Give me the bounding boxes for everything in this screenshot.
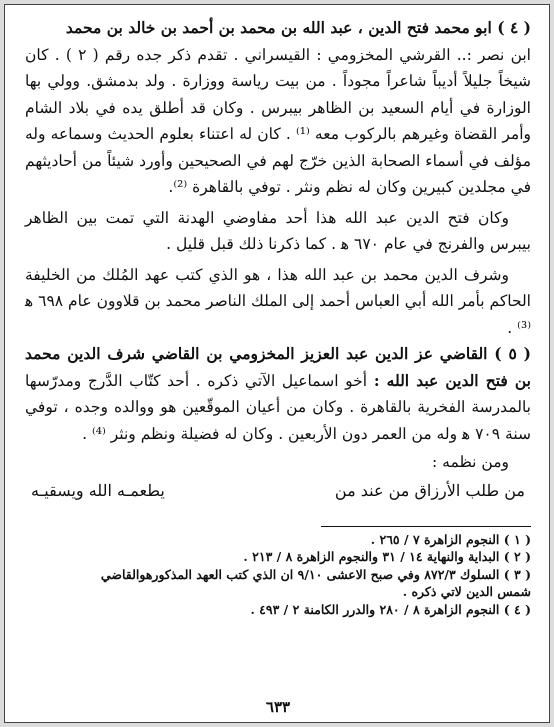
book-page [25, 15, 531, 714]
poem-verse [25, 478, 531, 504]
entry-4-heading: ( ٤ ) ابو محمد فتح الدين ، عبد الله بن محمد بن أحمد بن خالد بن محمد [65, 18, 531, 37]
footnotes [25, 531, 531, 619]
paragraph-sharaf-al-din: وشرف الدين محمد بن عبد الله هذا ، هو الذي كتب عهد المُلك من الخليفة الحاكم بأمر الله أبي العباس أحمد إلى الملك الناصر محمد بن قلاوون عام ٦٩٨ ﻫ ⁽³⁾ . [25, 265, 531, 337]
poem-intro: ومن نظمه : [432, 453, 509, 471]
entry-5-body: أخو اسماعيل الآتي ذكره . أحد كتّاب الدَّرج ومدرّسها بالمدرسة الفخرية بالقاهرة . وكان من أعيان الموقّعين هو ووالده وجده ، توفي سنة ٧٠٩ ﻫ وله من العمر دون الأربعين . وكان له فضيلة ونظم ونثر ⁽⁴⁾ . [25, 371, 531, 443]
footnote-3-continued: شمس الدين لاتي ذكره . [402, 584, 531, 599]
footnote-4: ( ٤ ) النجوم الزاهرة ٨ / ٢٨٠ والدرر الكامنة ٢ / ٤٩٣ . [250, 601, 531, 617]
paragraph-truce: وكان فتح الدين عبد الله هذا أحد مفاوضي الهدنة التي تمت بين الظاهر بيبرس والفرنج في عام ٦٧٠ ﻫ . كما ذكرنا ذلك قبل قليل . [25, 208, 531, 253]
page-number: ٦٣٣ [265, 698, 291, 716]
entry-4-body: ابن نصر :.. القرشي المخزومي : القيسراني . تقدم ذكر جده رقم ( ٢ ) . كان شيخاً جليلاً أديباً شاعراً مجوداً . من بيت رياسة ووزارة . ولد بدمشق. وولي بها الوزارة في أيام السعيد بن الظاهر بيبرس . وكان قد أطلق يده في بلاد الشام وأمر القضاة وغيرهم بالركوب معه ⁽¹⁾ . كان له اعتناء بعلوم الحديث وسماعه وله مؤلف في أسماء الصحابة الذين خرّج لهم في الصحيحين وأورد شيئاً من أحاديثهم في مجلدين كبيرين وكان له نظم ونثر . توفي بالقاهرة ⁽²⁾. [25, 45, 531, 196]
footnote-separator [321, 526, 531, 527]
footnote-3: ( ٣ ) السلوك ٨٧٢/٣ وفي صبح الاعشى ٩/١٠ ان الذي كتب العهد المذكورهوالقاضي [100, 566, 531, 582]
verse-second-hemistich: يطعمـه الله ويسقيـه [31, 480, 165, 500]
footnote-2: ( ٢ ) البداية والنهاية ١٤ / ٣١ والنجوم الزاهرة ٨ / ٢١٣ . [243, 549, 531, 564]
footnote-1: ( ١ ) النجوم الزاهرة ٧ / ٢٦٥ . [370, 531, 531, 547]
page-frame [4, 4, 550, 723]
verse-first-hemistich: من طلب الأرزاق من عند من [334, 480, 525, 500]
entry-5-heading: ( ٥ ) القاضي عز الدين عبد العزيز المخزومي بن القاضي شرف الدين محمد بن فتح الدين عبد الله : [25, 344, 531, 390]
